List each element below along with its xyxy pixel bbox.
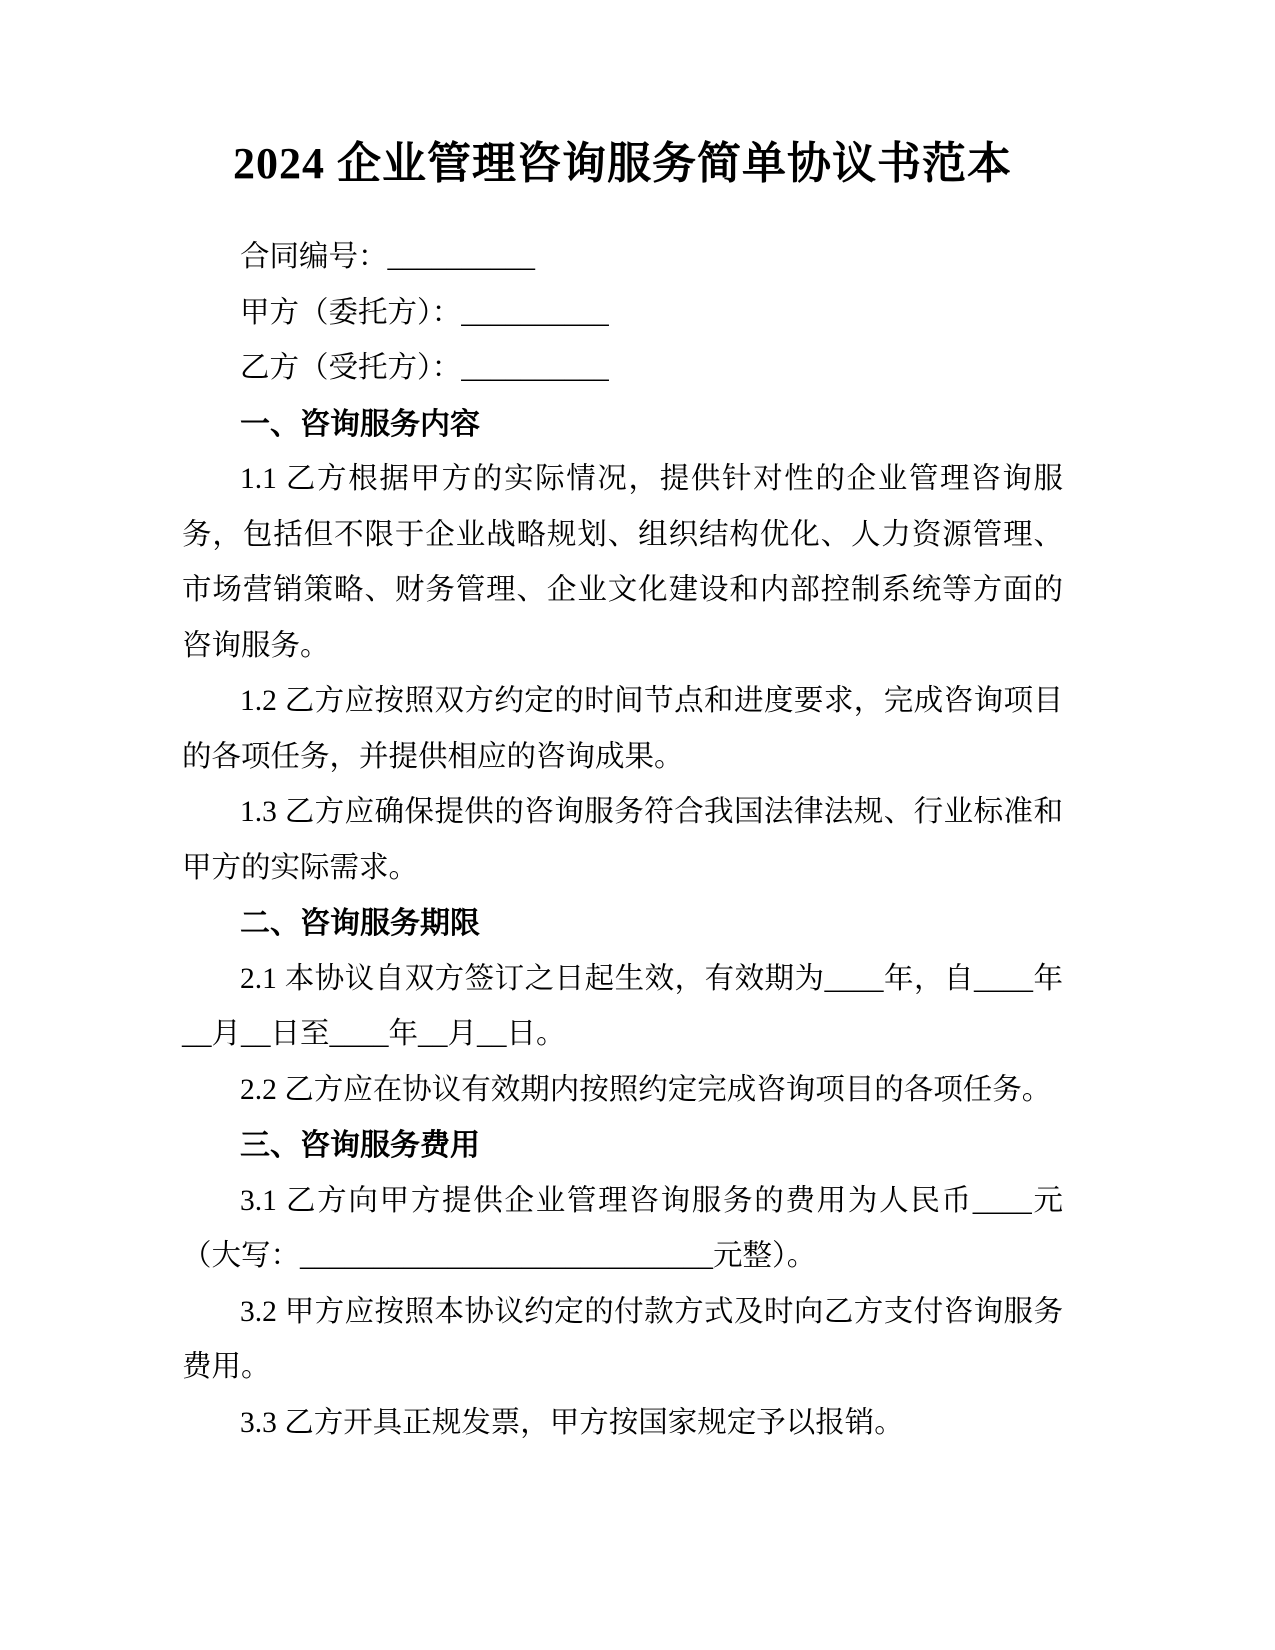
clause-1-3: 1.3 乙方应确保提供的咨询服务符合我国法律法规、行业标准和甲方的实际需求。: [182, 796, 1063, 884]
section-3-heading: 三、咨询服务费用: [240, 1129, 480, 1162]
contract-number-label: 合同编号：: [240, 241, 388, 273]
party-a-label: 甲方（委托方）：: [240, 296, 462, 329]
section-consulting-service-fee: [182, 1118, 1063, 1451]
clause-1-1: 1.1 乙方根据甲方的实际情况，提供针对性的企业管理咨询服务，包括但不限于企业战略规划、组织结构优化、人力资源管理、市场营销策略、财务管理、企业文化建设和内部控制系统等方面的咨询服务。: [182, 463, 1063, 662]
section-consulting-service-term: [182, 896, 1063, 1118]
document-title: 2024 企业管理咨询服务简单协议书范本: [233, 139, 1012, 188]
clause-3-1: 3.1 乙方向甲方提供企业管理咨询服务的费用为人民币____元（大写：____________________________元整）。: [182, 1184, 1063, 1272]
section-consulting-service-content: [182, 397, 1063, 897]
clause-1-2: 1.2 乙方应按照双方约定的时间节点和进度要求，完成咨询项目的各项任务，并提供相应的咨询成果。: [182, 685, 1063, 773]
clause-3-2: 3.2 甲方应按照本协议约定的付款方式及时向乙方支付咨询服务费用。: [182, 1295, 1063, 1383]
party-b-blank: __________: [461, 352, 609, 384]
clause-2-2: 2.2 乙方应在协议有效期内按照约定完成咨询项目的各项任务。: [240, 1073, 1052, 1106]
contract-number-row: [182, 230, 1063, 286]
party-b-label: 乙方（受托方）：: [240, 352, 462, 384]
party-a-blank: __________: [461, 296, 609, 329]
clause-3-3: 3.3 乙方开具正规发票，甲方按国家规定予以报销。: [240, 1406, 904, 1439]
clause-2-1: 2.1 本协议自双方签订之日起生效，有效期为____年，自____年__月__日至____年__月__日。: [182, 962, 1063, 1050]
contract-number-blank: __________: [387, 241, 536, 273]
section-2-heading: 二、咨询服务期限: [240, 907, 480, 940]
party-a-row: [182, 286, 1063, 342]
party-b-row: [182, 341, 1063, 397]
section-1-heading: 一、咨询服务内容: [240, 407, 480, 441]
